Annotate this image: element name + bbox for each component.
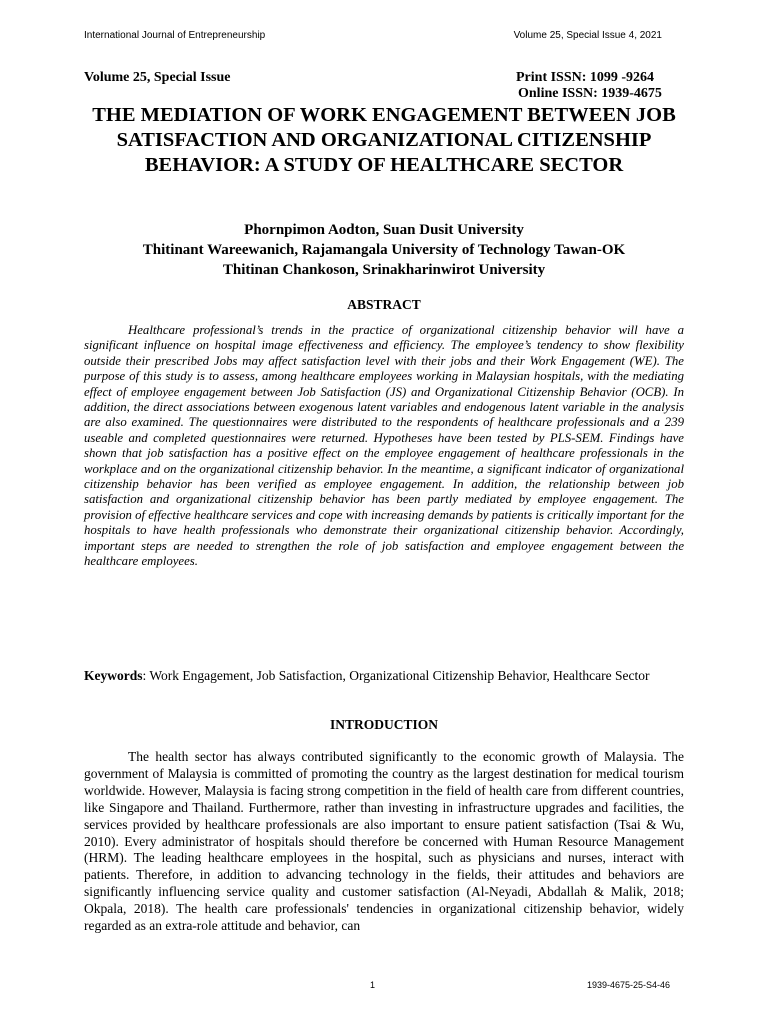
introduction-heading: INTRODUCTION	[329, 717, 438, 732]
abstract-text: Healthcare professional’s trends in the practice of organizational citizenship behavior will have a significant influence on hospital image effectiveness and efficiency. The employee’s tendency to show flexibility outside their prescribed Jobs may affect satisfaction level with their jobs and their Work Engagement (WE). The purpose of this study is to assess, among healthcare employees working in Malaysian hospitals, with the mediating effect of employee engagement between Job Satisfaction (JS) and Organizational Citizenship Behavior (OCB). In addition, the direct associations between exogenous latent variables and endogenous latent variable in the analysis are also examined. The questionnaires were distributed to the respondents of healthcare professionals and a 239 useable and completed questionnaires were returned. Hypotheses have been tested by PLS-SEM. Findings have shown that job satisfaction has a positive effect on the employee engagement of healthcare professionals in the workplace and on the organizational citizenship behavior. In the meantime, a significant indicator of organizational citizenship behavior has been verified as employee engagement. In addition, the relationship between job satisfaction and organizational citizenship behavior has been partly mediated by employee engagement. The provision of effective healthcare services and cope with increasing demands by patients is critically important for the hospitals to have health professionals who demonstrate their organizational citizenship behavior. Accordingly, important steps are needed to strengthen the role of job satisfaction and employee engagement between the healthcare employees.	[84, 323, 684, 569]
author-list	[84, 220, 684, 280]
keywords-text: : Work Engagement, Job Satisfaction, Organizational Citizenship Behavior, Healthcare Sector	[142, 668, 650, 683]
article-code: 1939-4675-25-S4-46	[587, 980, 671, 990]
running-header	[84, 30, 684, 41]
paper-title: THE MEDIATION OF WORK ENGAGEMENT BETWEEN JOB SATISFACTION AND ORGANIZATIONAL CITIZENSHIP BEHAVIOR: A STUDY OF HEALTHCARE SECTOR	[92, 104, 676, 176]
paper-page	[84, 0, 684, 1024]
print-issn: Print ISSN: 1099 -9264	[516, 70, 655, 85]
abstract-heading: ABSTRACT	[347, 297, 421, 312]
journal-name: International Journal of Entrepreneurship	[84, 30, 266, 41]
page-number: 1	[370, 980, 376, 990]
author-line: Thitinant Wareewanich, Rajamangala University of Technology Tawan-OK	[142, 242, 626, 258]
keywords-label: Keywords	[84, 668, 143, 683]
keywords	[84, 667, 684, 684]
author-line: Phornpimon Aodton, Suan Dusit University	[244, 222, 524, 238]
introduction-text: The health sector has always contributed significantly to the economic growth of Malaysia. The government of Malaysia is committed of promoting the country as the largest destination for medical tourism worldwide. However, Malaysia is facing strong competition in the field of health care from different countries, like Singapore and Thailand. Furthermore, rather than investing in infrastructure upgrades and facilities, the services provided by healthcare professionals are also important to ensure patient satisfaction (Tsai & Wu, 2010). Every administrator of hospitals should therefore be concerned with Human Resource Management (HRM). The leading healthcare employees in the hospital, such as physicians and nurses, interact with patients. Therefore, in addition to advancing technology in the fields, their attitudes and behaviors are significantly influencing service quality and customer satisfaction (Al-Neyadi, Abdallah & Malik, 2018; Okpala, 2018). The health care professionals' tendencies in organizational citizenship behavior, widely regarded as an extra-role attitude and behavior, can	[84, 749, 684, 934]
volume-label: Volume 25, Special Issue	[84, 70, 231, 85]
author-line: Thitinan Chankoson, Srinakharinwirot University	[222, 262, 546, 278]
online-issn: Online ISSN: 1939-4675	[518, 86, 662, 101]
volume-issue: Volume 25, Special Issue 4, 2021	[513, 30, 662, 41]
